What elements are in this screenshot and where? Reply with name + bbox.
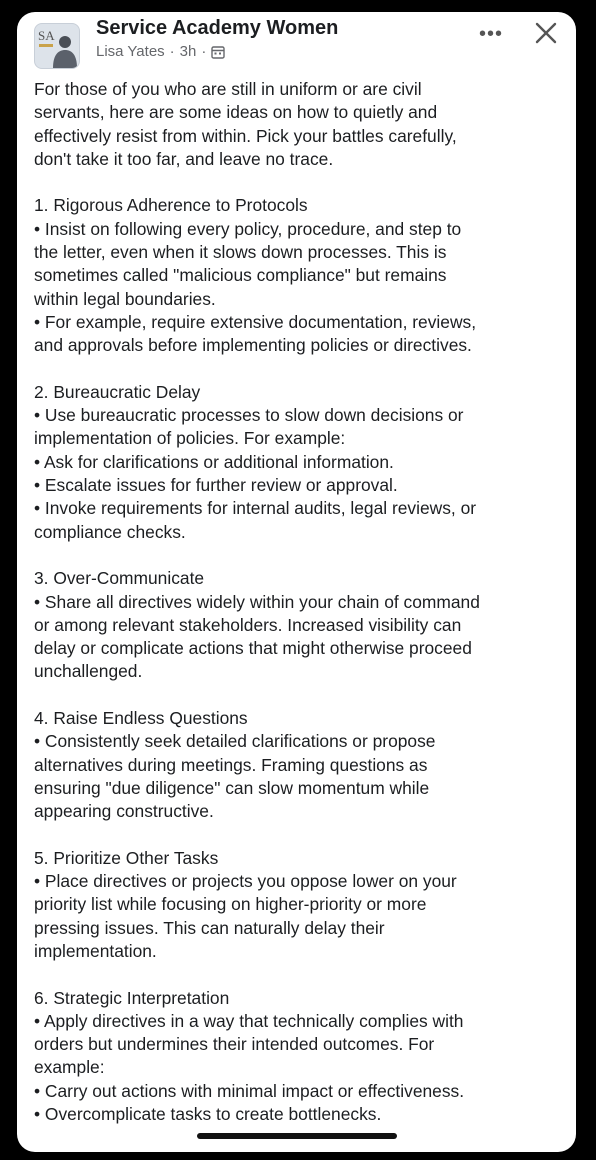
section-title: 4. Raise Endless Questions — [34, 708, 248, 729]
post-sections — [34, 194, 564, 1126]
section-line: orders but undermines their intended outcomes. For — [34, 1034, 435, 1055]
section-line: • Apply directives in a way that technically complies with — [34, 1010, 464, 1031]
post-card — [17, 12, 576, 1152]
group-name[interactable]: Service Academy Women — [96, 17, 339, 39]
section-title: 3. Over-Communicate — [34, 568, 205, 589]
post-section — [34, 847, 564, 963]
section-line: unchallenged. — [34, 661, 143, 682]
section-line: example: — [34, 1057, 105, 1078]
meta-separator: · — [201, 43, 207, 60]
intro-line: servants, here are some ideas on how to quietly and — [34, 102, 438, 123]
section-line: priority list while focusing on higher-priority or more — [34, 894, 427, 915]
section-line: • Invoke requirements for internal audits, legal reviews, or — [34, 498, 477, 519]
post-body — [34, 78, 564, 1150]
calendar-icon — [211, 45, 225, 59]
meta-separator: · — [169, 43, 175, 60]
section-line: the letter, even when it slows down processes. This is — [34, 242, 447, 263]
author-name[interactable]: Lisa Yates — [96, 43, 165, 60]
section-line: • Insist on following every policy, procedure, and step to — [34, 218, 462, 239]
section-line: ensuring "due diligence" can slow momentum while — [34, 777, 430, 798]
section-title: 6. Strategic Interpretation — [34, 987, 230, 1008]
avatar-initials: SA — [38, 28, 55, 43]
section-line: alternatives during meetings. Framing questions as — [34, 754, 428, 775]
section-line: • Ask for clarifications or additional information. — [34, 451, 394, 472]
section-line: within legal boundaries. — [34, 288, 216, 309]
section-line: implementation. — [34, 940, 157, 961]
section-line: delay or complicate actions that might otherwise proceed — [34, 638, 472, 659]
section-line: • Consistently seek detailed clarifications or propose — [34, 731, 436, 752]
more-options-button[interactable]: ••• — [478, 23, 503, 45]
section-line: compliance checks. — [34, 521, 186, 542]
section-line: pressing issues. This can naturally delay their — [34, 917, 385, 938]
section-line: • Overcomplicate tasks to create bottlenecks. — [34, 1104, 382, 1125]
section-line: appearing constructive. — [34, 801, 214, 822]
post-timestamp[interactable]: 3h — [179, 43, 197, 60]
post-section — [34, 987, 564, 1127]
section-title: 1. Rigorous Adherence to Protocols — [34, 195, 308, 216]
close-button[interactable] — [533, 20, 559, 46]
section-line: • Carry out actions with minimal impact or effectiveness. — [34, 1080, 465, 1101]
close-icon — [533, 20, 559, 46]
post-section — [34, 194, 564, 357]
avatar-photo-icon — [35, 24, 79, 68]
intro-line: don't take it too far, and leave no trace. — [34, 148, 334, 169]
section-line: sometimes called "malicious compliance" but remains — [34, 265, 447, 286]
section-line: • Place directives or projects you oppose lower on your — [34, 871, 457, 892]
section-line: • Use bureaucratic processes to slow down decisions or — [34, 405, 464, 426]
post-section — [34, 567, 564, 683]
intro-line: For those of you who are still in uniform or are civil — [34, 79, 422, 99]
section-line: • For example, require extensive documentation, reviews, — [34, 311, 477, 332]
section-line: implementation of policies. For example: — [34, 428, 346, 449]
post-header — [17, 12, 576, 76]
section-line: or among relevant stakeholders. Increased visibility can — [34, 614, 462, 635]
section-line: and approvals before implementing policies or directives. — [34, 335, 472, 356]
home-indicator — [197, 1133, 397, 1139]
post-section — [34, 707, 564, 823]
intro-line: effectively resist from within. Pick your battles carefully, — [34, 125, 457, 146]
group-avatar[interactable] — [34, 23, 80, 69]
section-line: • Escalate issues for further review or approval. — [34, 475, 398, 496]
post-meta — [96, 43, 225, 60]
post-section — [34, 381, 564, 544]
section-title: 5. Prioritize Other Tasks — [34, 847, 219, 868]
section-title: 2. Bureaucratic Delay — [34, 381, 201, 402]
section-line: • Share all directives widely within your chain of command — [34, 591, 480, 612]
post-intro — [34, 78, 564, 171]
